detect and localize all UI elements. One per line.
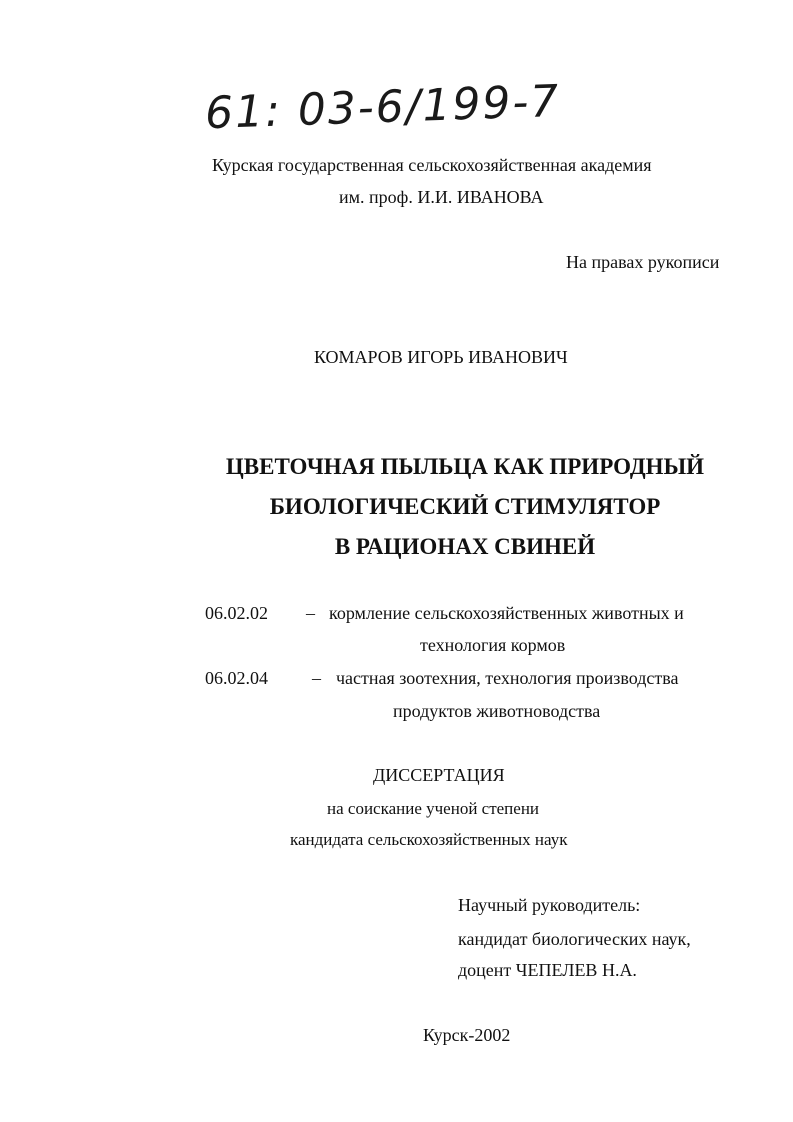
dissertation-label: ДИССЕРТАЦИЯ bbox=[373, 765, 505, 785]
title-line-1: ЦВЕТОЧНАЯ ПЫЛЬЦА КАК ПРИРОДНЫЙ bbox=[225, 454, 705, 479]
thesis-title bbox=[0, 447, 793, 567]
specialty-1-desc-line-2: технология кормов bbox=[420, 635, 566, 655]
specialty-2-desc-line-1: частная зоотехния, технология производства bbox=[336, 668, 679, 688]
specialty-1-desc-line-1: кормление сельскохозяйственных животных и bbox=[329, 603, 684, 623]
specialty-2-desc-line-2: продуктов животноводства bbox=[393, 701, 601, 721]
manuscript-note: На правах рукописи bbox=[566, 252, 720, 272]
supervisor-degree: кандидат биологических наук, bbox=[458, 929, 691, 949]
specialty-1-dash: – bbox=[306, 603, 315, 623]
specialty-1-code: 06.02.02 bbox=[205, 603, 268, 623]
dissertation-field-line: кандидата сельскохозяйственных наук bbox=[290, 830, 568, 849]
supervisor-name: доцент ЧЕПЕЛЕВ Н.А. bbox=[458, 960, 637, 980]
dissertation-degree-line: на соискание ученой степени bbox=[327, 799, 540, 818]
city-year: Курск-2002 bbox=[423, 1025, 511, 1045]
specialty-2-dash: – bbox=[312, 668, 321, 688]
author-name: КОМАРОВ ИГОРЬ ИВАНОВИЧ bbox=[314, 347, 568, 367]
title-line-3: В РАЦИОНАХ СВИНЕЙ bbox=[334, 534, 596, 559]
supervisor-heading: Научный руководитель: bbox=[458, 895, 641, 915]
specialty-2-code: 06.02.04 bbox=[205, 668, 268, 688]
title-line-2: БИОЛОГИЧЕСКИЙ СТИМУЛЯТОР bbox=[269, 494, 661, 519]
institution-line-1: Курская государственная сельскохозяйственная академия bbox=[212, 155, 652, 175]
handwritten-archive-number: 61: 03-6/199-7 bbox=[204, 75, 562, 140]
institution-line-2: им. проф. И.И. ИВАНОВА bbox=[339, 187, 544, 207]
